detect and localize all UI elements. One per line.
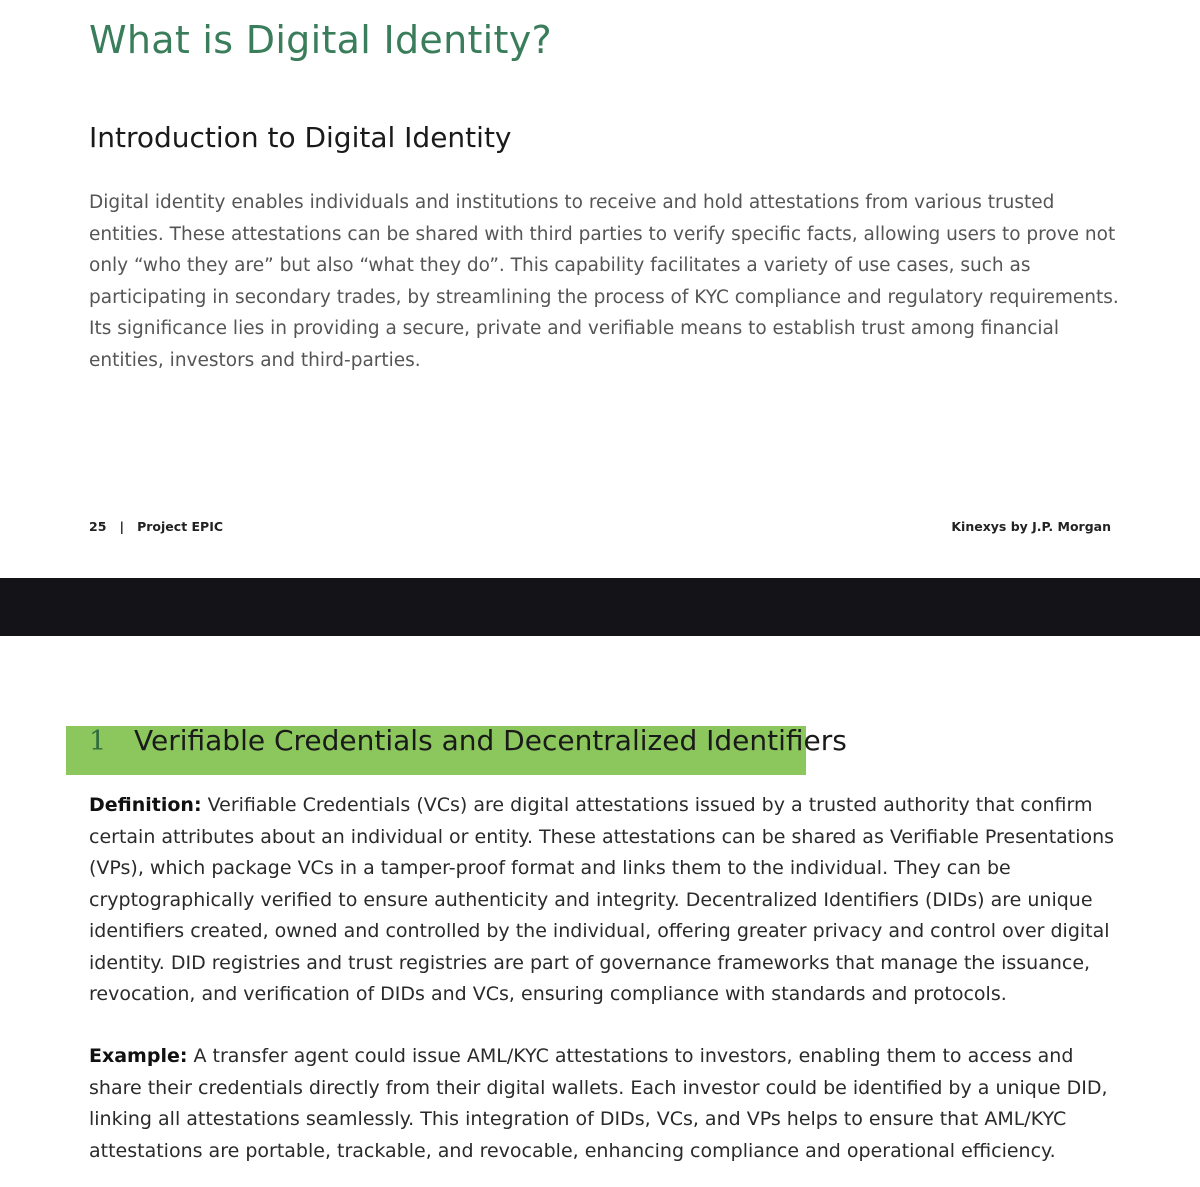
section-title: Introduction to Digital Identity [89, 121, 512, 154]
footer-brand: Kinexys by J.P. Morgan [951, 519, 1111, 534]
document-name: Project EPIC [137, 519, 224, 534]
page-title: What is Digital Identity? [89, 18, 552, 62]
example-label: Example: [89, 1045, 188, 1067]
document-page-top [0, 0, 1200, 578]
definition-paragraph [89, 790, 1119, 1011]
page-divider [0, 578, 1200, 636]
intro-paragraph: Digital identity enables individuals and institutions to receive and hold attestations from various trusted entities. These attestations can be shared with third parties to verify specific facts, allowing users to prove not only “who they are” but also “what they do”. This capability facilitates a variety of use cases, such as participating in secondary trades, by streamlining the process of KYC compliance and regulatory requirements. Its significance lies in providing a secure, private and verifiable means to establish trust among financial entities, investors and third-parties. [89, 192, 1119, 371]
definition-text: Verifiable Credentials (VCs) are digital attestations issued by a trusted authority that confirm certain attributes about an individual or entity. These attestations can be shared as Verifiable Presentations (VPs), which package VCs in a tamper-proof format and links them to the individual. They can be cryptographically verified to ensure authenticity and integrity. Decentralized Identifiers (DIDs) are unique identifiers created, owned and controlled by the individual, offering greater privacy and control over digital identity. DID registries and trust registries are part of governance frameworks that manage the issuance, revocation, and verification of DIDs and VCs, ensuring compliance with standards and protocols. [89, 794, 1115, 1005]
example-paragraph [89, 1041, 1119, 1167]
page-footer-left [89, 519, 223, 534]
page-number: 25 [89, 519, 107, 534]
section-heading: Verifiable Credentials and Decentralized Identifiers [134, 724, 847, 757]
definition-label: Definition: [89, 794, 202, 816]
heading-number: 1 [89, 726, 107, 757]
example-text: A transfer agent could issue AML/KYC attestations to investors, enabling them to access and share their credentials directly from their digital wallets. Each investor could be identified by a unique DID, linking all attestations seamlessly. This integration of DIDs, VCs, and VPs helps to ensure that AML/KYC attestations are portable, trackable, and revocable, enhancing compliance and operational efficiency. [89, 1045, 1108, 1162]
footer-separator: | [119, 519, 125, 534]
